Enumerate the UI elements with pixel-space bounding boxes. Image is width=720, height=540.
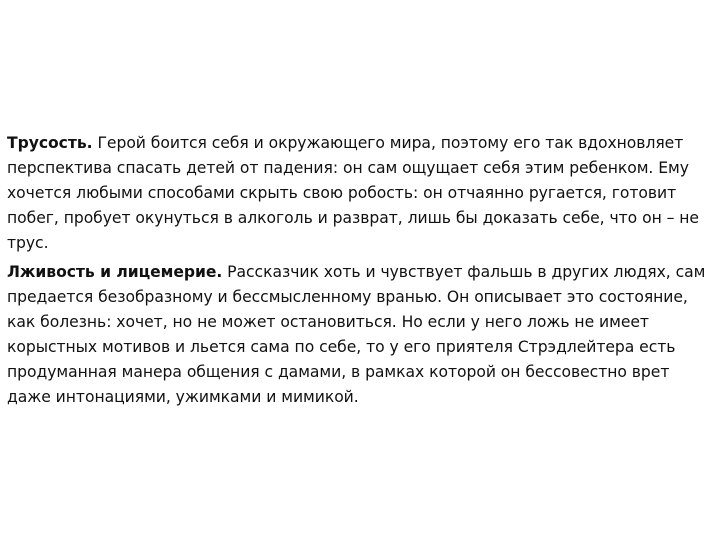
slide-content (7, 131, 715, 410)
text-hypocrisy: Рассказчик хоть и чувствует фальшь в других людях, сам предается безобразному и бессмысленному вранью. Он описывает это состояние, как болезнь: хочет, но не может остановиться. Но если у него ложь не имеет корыстных мотивов и льется сама по себе, то у его приятеля Стрэдлейтера есть продуманная манера общения с дамами, в рамках которой он бессовестно врет даже интонациями, ужимками и мимикой. (7, 263, 706, 406)
term-cowardice: Трусость. (7, 134, 93, 152)
paragraph-cowardice (7, 131, 715, 256)
paragraph-hypocrisy (7, 260, 715, 410)
term-hypocrisy: Лживость и лицемерие. (7, 263, 223, 281)
text-cowardice: Герой боится себя и окружающего мира, поэтому его так вдохновляет перспектива спасать детей от падения: он сам ощущает себя этим ребенком. Ему хочется любыми способами скрыть свою робость: он отчаянно ругается, готовит побег, пробует окунуться в алкоголь и разврат, лишь бы доказать себе, что он – не трус. (7, 134, 699, 252)
